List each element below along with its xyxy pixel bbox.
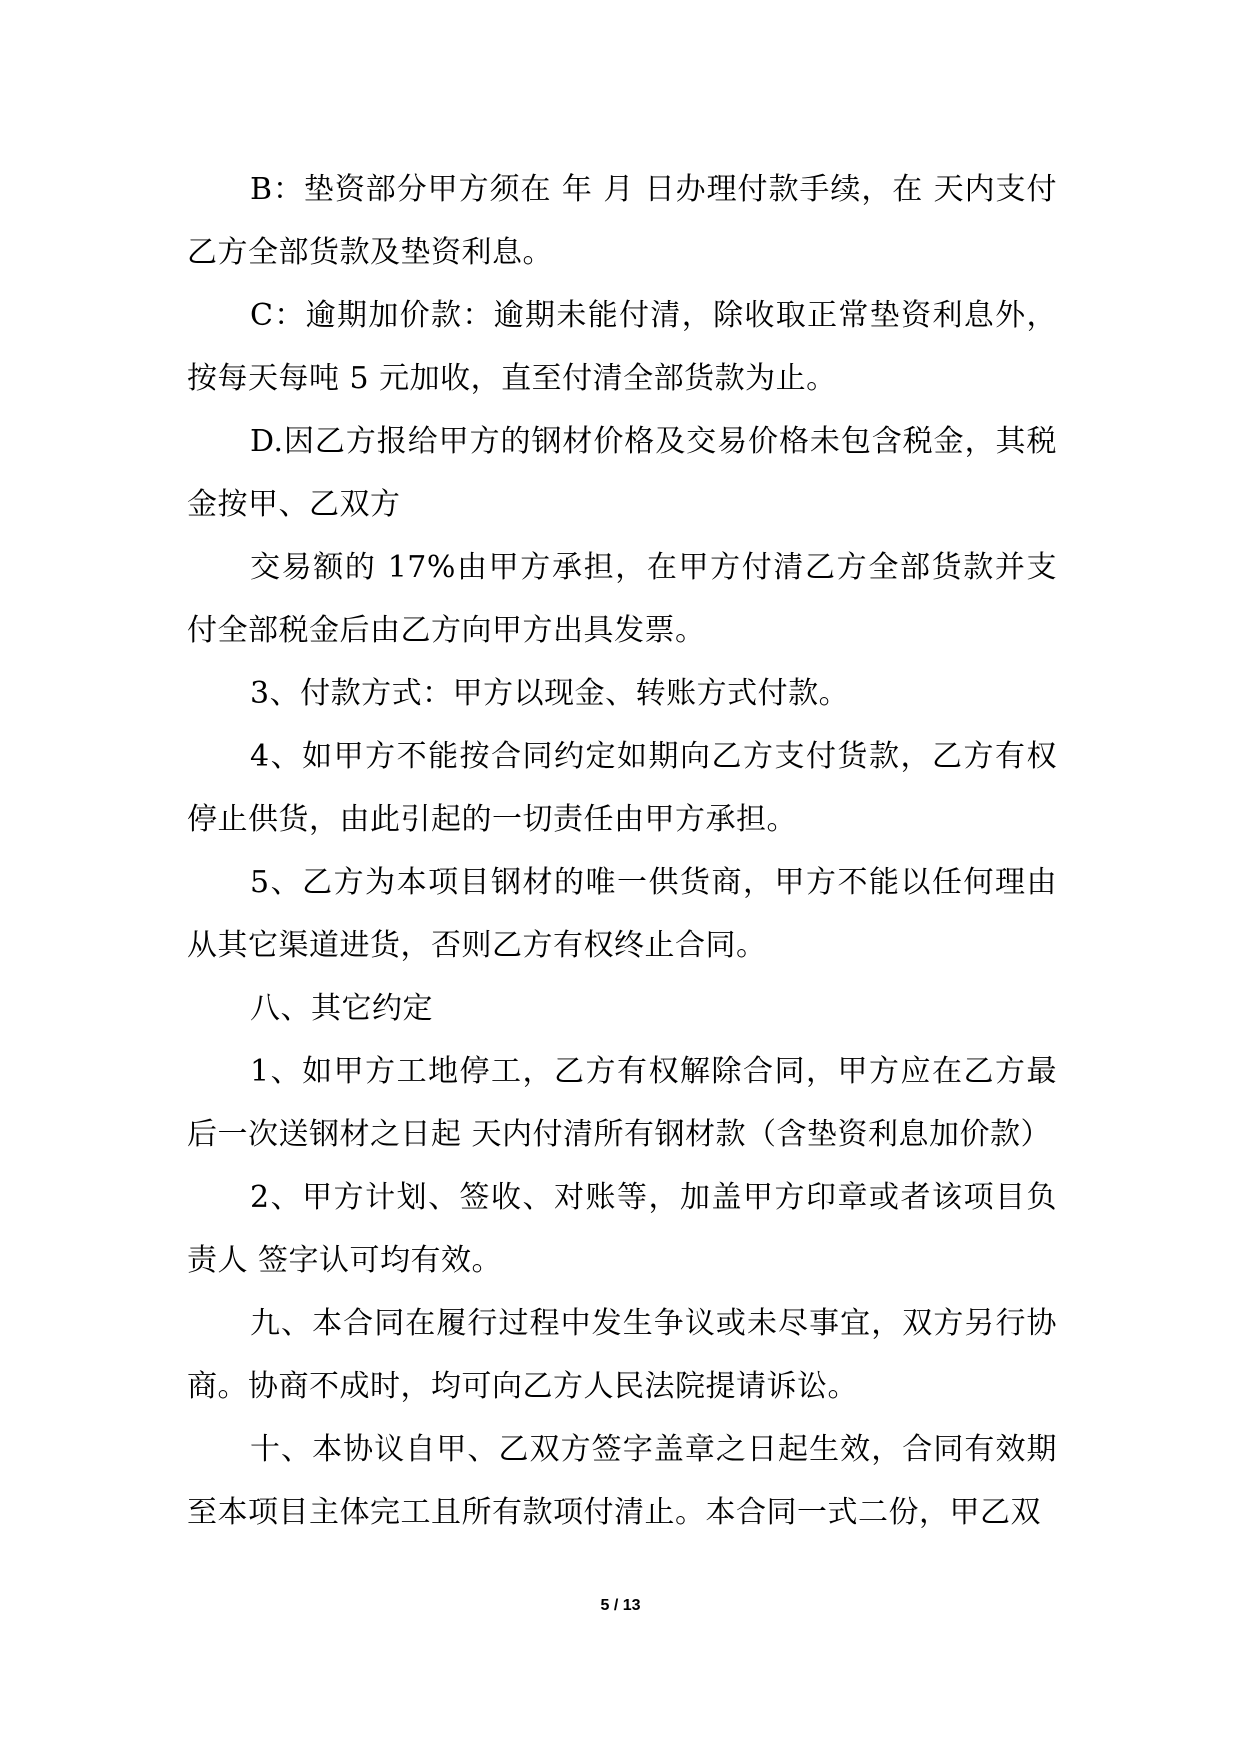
paragraph-effective-date: 十、本协议自甲、乙双方签字盖章之日起生效，合同有效期至本项目主体完工且所有款项付清止。本合同一式二份，甲乙双 xyxy=(187,1432,1057,1530)
paragraph-dispute-resolution: 九、本合同在履行过程中发生争议或未尽事宜，双方另行协商。协商不成时，均可向乙方人民法院提请诉讼。 xyxy=(187,1306,1057,1404)
section-heading-other-terms: 八、其它约定 xyxy=(250,991,433,1026)
paragraph-sole-supplier: 5、乙方为本项目钢材的唯一供货商，甲方不能以任何理由从其它渠道进货，否则乙方有权终止合同。 xyxy=(187,865,1057,963)
paragraph-site-shutdown: 1、如甲方工地停工，乙方有权解除合同，甲方应在乙方最后一次送钢材之日起 天内付清所有钢材款（含垫资利息加价款） xyxy=(187,1054,1057,1152)
paragraph-supply-stop: 4、如甲方不能按合同约定如期向乙方支付货款，乙方有权停止供货，由此引起的一切责任由甲方承担。 xyxy=(187,739,1057,837)
paragraph-b-advance-payment: B：垫资部分甲方须在 年 月 日办理付款手续，在 天内支付乙方全部货款及垫资利息。 xyxy=(187,172,1057,270)
document-body xyxy=(187,158,1057,1544)
page-number: 5 / 13 xyxy=(600,1597,641,1614)
paragraph-payment-method: 3、付款方式：甲方以现金、转账方式付款。 xyxy=(250,676,850,711)
paragraph-d-tax: D.因乙方报给甲方的钢材价格及交易价格未包含税金，其税金按甲、乙双方 xyxy=(187,424,1057,522)
paragraph-tax-invoice: 交易额的 17%由甲方承担，在甲方付清乙方全部货款并支付全部税金后由乙方向甲方出具发票。 xyxy=(187,550,1057,648)
paragraph-c-overdue-surcharge: C：逾期加价款：逾期未能付清，除收取正常垫资利息外，按每天每吨 5 元加收，直至付清全部货款为止。 xyxy=(187,298,1057,396)
paragraph-signature-validity: 2、甲方计划、签收、对账等，加盖甲方印章或者该项目负责人 签字认可均有效。 xyxy=(187,1180,1057,1278)
